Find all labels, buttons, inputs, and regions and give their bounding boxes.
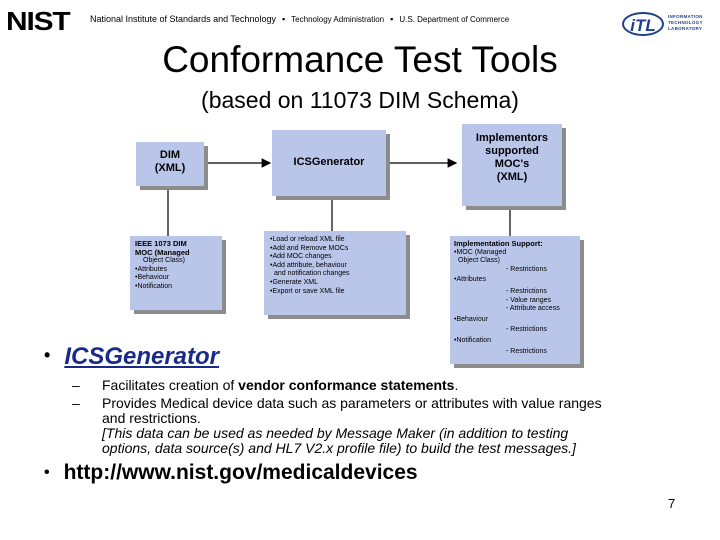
impl-line-2: Object Class) (458, 257, 501, 265)
ieee-title-2: MOC (Managed (135, 247, 190, 257)
sub2-line-2: and restrictions. (102, 410, 201, 426)
sub2-line-1: Provides Medical device data such as parameters or attributes with value ranges (102, 395, 602, 411)
itl-line-2: TECHNOLOGY (668, 20, 703, 25)
impl-line-5: - Restrictions (506, 287, 547, 295)
ieee-line-2: •Attributes (135, 265, 168, 273)
impl-line-3: - Restrictions (506, 265, 547, 273)
bullet-icsgenerator (44, 343, 219, 371)
feature-line-2: •Add and Remove MOCs (270, 244, 349, 252)
impl-line-4: •Attributes (454, 276, 487, 284)
impl-line-11: - Restrictions (506, 347, 547, 355)
ieee-line-4: •Notification (135, 282, 173, 290)
icsgenerator-box (272, 130, 386, 196)
sub-bullet-2-text (102, 396, 702, 456)
header-bar (0, 0, 720, 40)
icsgen-features-box (264, 231, 406, 315)
icsgenerator-link[interactable]: ICSGenerator (64, 343, 220, 370)
header-bullet-2: ▪ (390, 14, 394, 24)
sub1-bold: vendor conformance statements (238, 377, 455, 393)
impl-line-1: •MOC (Managed (454, 248, 507, 256)
itl-logo (622, 12, 714, 38)
impl-title: Implementation Support: (454, 239, 543, 248)
feature-line-3: •Add MOC changes (270, 253, 332, 261)
impl-line-7: - Attribute access (506, 305, 560, 313)
feature-line-6: •Generate XML (270, 278, 318, 286)
itl-line-1: INFORMATION (668, 14, 703, 19)
itl-label (668, 14, 703, 32)
implementation-support-box (450, 236, 580, 364)
sub1-pre: Facilitates creation of (102, 377, 239, 393)
itl-line-3: LABORATORY (668, 26, 703, 31)
bullet-url (44, 461, 418, 485)
bullet-glyph-1: • (44, 345, 51, 365)
moc-line-4: (XML) (496, 171, 528, 183)
sub2-line-4: options, data source(s) and HL7 V2.x profile file) to build the test messages.] (102, 440, 576, 456)
dim-label: DIM (159, 149, 181, 161)
ieee-title-1: IEEE 1073 DIM (135, 239, 187, 248)
feature-line-4: •Add attribute, behaviour (270, 261, 347, 269)
header-org-line (90, 14, 515, 24)
org-name: National Institute of Standards and Technology (90, 14, 276, 24)
impl-line-6: - Value ranges (506, 296, 552, 304)
moc-line-2: supported (485, 145, 539, 157)
slide-title: Conformance Test Tools (162, 39, 558, 80)
admin-name: Technology Administration (291, 15, 385, 24)
dept-name: U.S. Department of Commerce (399, 15, 510, 24)
dash-2: – (72, 395, 80, 411)
moc-line-1: Implementors (475, 132, 549, 144)
medical-devices-url[interactable]: http://www.nist.gov/medicaldevices (63, 461, 418, 484)
nist-logo: NIST (6, 6, 70, 36)
icsgenerator-label: ICSGenerator (293, 156, 365, 168)
ieee-line-1: Object Class) (143, 257, 186, 265)
itl-mark: iTL (622, 12, 664, 36)
dim-xml-label: (XML) (154, 162, 186, 174)
slide-subtitle: (based on 11073 DIM Schema) (201, 87, 519, 113)
dash-1: – (72, 377, 80, 393)
feature-line-5: and notification changes (274, 270, 350, 278)
impl-line-8: •Behaviour (454, 315, 488, 323)
sub1-post: . (454, 377, 459, 393)
sub2-line-3: [This data can be used as needed by Message Maker (in addition to testing (102, 425, 569, 441)
workflow-diagram (120, 118, 590, 370)
feature-line-7: •Export or save XML file (270, 287, 345, 295)
ieee-dim-box (130, 236, 222, 310)
impl-line-10: •Notification (454, 336, 492, 344)
moc-line-3: MOC's (494, 158, 530, 170)
dim-xml-box (136, 142, 204, 186)
header-bullet-1: ▪ (281, 14, 286, 24)
impl-line-9: - Restrictions (506, 326, 547, 334)
page-number: 7 (668, 496, 676, 511)
bullet-glyph-2: • (44, 464, 50, 481)
ieee-line-3: •Behaviour (135, 274, 169, 282)
sub-bullet-1-text (102, 378, 702, 393)
feature-line-1: •Load or reload XML file (270, 236, 345, 243)
implementors-moc-box (462, 124, 562, 206)
